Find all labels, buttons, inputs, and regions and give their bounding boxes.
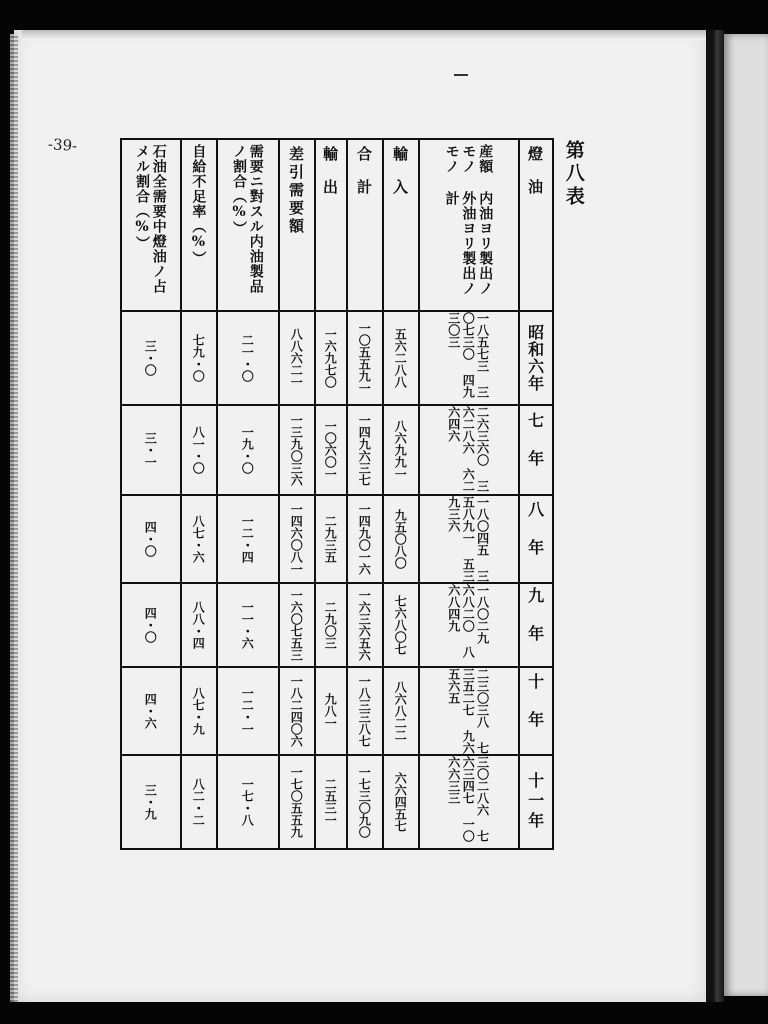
value-produced: 一八〇四五 三五八九一 五三九三六 [446,496,490,582]
value-produced: 一八五七三 三〇七三〇 四九三〇三 [446,312,490,398]
value-shortfall: 八八・四 [191,601,206,649]
value-cell-share [120,406,180,494]
value-cell-share [120,496,180,582]
value-shortfall: 七九・〇 [191,334,206,382]
value-domestic-ratio: 二一・〇 [240,334,255,382]
value-domestic-ratio: 一一・六 [240,601,255,649]
value-cell-produced [418,584,518,666]
value-imports: 七六八〇七 [393,595,408,655]
header-shortfall-label: 自給不足率（%） [190,144,207,266]
header-imports-label: 輸入 [391,146,409,212]
table-title: 第八表 [562,140,585,209]
value-net-demand: 一四六〇八一 [289,503,304,575]
value-cell-total [346,406,382,494]
value-cell-produced [418,496,518,582]
value-total: 一七三〇九〇 [357,766,372,838]
value-exports: 二五三一 [323,778,338,826]
value-cell-produced [418,406,518,494]
year-label: 十一年 [525,772,545,832]
header-exports-cell [314,146,346,306]
value-cell-domestic-ratio [216,312,278,404]
next-page-edge [724,34,768,996]
value-cell-imports [382,756,418,848]
value-exports: 一〇六〇一 [323,420,338,480]
header-imports-cell [382,146,418,306]
value-shortfall: 八七・九 [191,687,206,735]
value-cell-shortfall [180,756,216,848]
value-cell-imports [382,668,418,754]
header-total-label: 合計 [355,146,373,212]
value-cell-net-demand [278,756,314,848]
value-produced: 二六三六〇 三六二八六 六二六四六 [446,406,490,492]
value-share: 四・〇 [143,521,158,557]
header-share-label: 石油全需要中燈油ノ占メル割合（%） [134,144,167,294]
value-cell-total [346,584,382,666]
value-cell-imports [382,584,418,666]
value-cell-net-demand [278,312,314,404]
value-imports: 八六九九一 [393,420,408,480]
header-corner-cell [518,146,552,306]
value-cell-net-demand [278,668,314,754]
value-cell-shortfall [180,668,216,754]
value-net-demand: 一六〇七五三 [289,589,304,661]
value-share: 四・〇 [143,607,158,643]
value-cell-net-demand [278,406,314,494]
value-cell-shortfall [180,496,216,582]
value-cell-total [346,756,382,848]
value-domestic-ratio: 一七・八 [240,778,255,826]
year-cell [518,406,552,494]
value-cell-total [346,312,382,404]
value-cell-shortfall [180,312,216,404]
value-cell-produced [418,312,518,404]
year-cell [518,668,552,754]
header-domestic-ratio-label: 需要ニ對スル内油製品ノ割合（%） [231,144,264,294]
value-cell-share [120,756,180,848]
value-total: 一八三三八七 [357,675,372,747]
page-top-edge [22,30,706,40]
value-imports: 五六二八八 [393,328,408,388]
value-share: 三・九 [143,784,158,820]
value-cell-exports [314,312,346,404]
value-exports: 二九〇三 [323,601,338,649]
value-cell-total [346,668,382,754]
value-exports: 一六九七〇 [323,328,338,388]
value-cell-exports [314,668,346,754]
header-share-cell [120,144,180,308]
header-net-demand-cell [278,146,314,306]
table-bottom-rule [120,848,554,850]
header-domestic-ratio-cell [216,144,278,308]
value-imports: 六六四五七 [393,772,408,832]
value-share: 四・六 [143,693,158,729]
header-total-cell [346,146,382,306]
value-shortfall: 八七・六 [191,515,206,563]
value-cell-domestic-ratio [216,756,278,848]
value-share: 三・〇 [143,340,158,376]
page-number: -39- [47,135,78,155]
value-cell-shortfall [180,584,216,666]
header-production-label: 産額 内油ヨリ製出ノモノ 外油ヨリ製出ノモノ 計 [443,144,494,296]
value-total: 一六三六五六 [357,589,372,661]
value-share: 三・一 [143,432,158,468]
value-net-demand: 一七〇五五九 [289,766,304,838]
data-table [120,138,554,850]
value-produced: 一八〇二九 六八二〇 八六八四九 [446,584,490,658]
year-cell [518,584,552,666]
book-binding [706,30,724,1002]
value-cell-exports [314,756,346,848]
value-cell-domestic-ratio [216,584,278,666]
col-rule-9 [552,138,554,850]
value-cell-produced [418,668,518,754]
value-cell-domestic-ratio [216,406,278,494]
header-exports-label: 輸出 [321,146,339,212]
value-exports: 二九三五 [323,515,338,563]
year-label: 八年 [525,501,545,577]
value-cell-domestic-ratio [216,668,278,754]
header-production-cell [418,144,518,308]
value-domestic-ratio: 一九・〇 [240,426,255,474]
value-net-demand: 一八二四〇六 [289,675,304,747]
value-shortfall: 八二・二 [191,778,206,826]
value-cell-share [120,312,180,404]
value-shortfall: 八一・〇 [191,426,206,474]
value-cell-imports [382,406,418,494]
value-domestic-ratio: 一二・一 [240,687,255,735]
value-net-demand: 一三九〇三六 [289,414,304,486]
value-cell-exports [314,496,346,582]
dash-mark [454,74,468,76]
value-cell-net-demand [278,584,314,666]
value-cell-produced [418,756,518,848]
value-cell-exports [314,406,346,494]
value-exports: 九八一 [323,693,338,729]
value-cell-share [120,584,180,666]
value-cell-share [120,668,180,754]
value-domestic-ratio: 一二・四 [240,515,255,563]
year-cell [518,312,552,404]
value-cell-shortfall [180,406,216,494]
page-left-edge [10,34,18,1002]
value-produced: 三〇二八六 七六三四七 一〇六六三三 [446,756,490,842]
value-cell-domestic-ratio [216,496,278,582]
value-imports: 八六八二二 [393,681,408,741]
value-total: 一四九〇一六 [357,503,372,575]
value-cell-total [346,496,382,582]
year-label: 昭和六年 [525,324,545,392]
value-cell-imports [382,312,418,404]
value-cell-imports [382,496,418,582]
value-imports: 九五〇八〇 [393,509,408,569]
year-label: 九年 [525,587,545,663]
value-total: 一〇五五九一 [357,322,372,394]
value-cell-exports [314,584,346,666]
value-cell-net-demand [278,496,314,582]
value-net-demand: 八八六二一 [289,328,304,388]
header-net-demand-label: 差引需要額 [287,146,305,236]
value-produced: 二三〇三八 七三五二七 九六五六五 [446,668,490,754]
table-top-rule [120,138,554,140]
year-cell [518,496,552,582]
value-total: 一四九六三七 [357,414,372,486]
year-cell [518,756,552,848]
header-shortfall-cell [180,144,216,308]
header-corner-label: 燈油 [526,146,544,212]
year-label: 七年 [525,412,545,488]
year-label: 十年 [525,673,545,749]
